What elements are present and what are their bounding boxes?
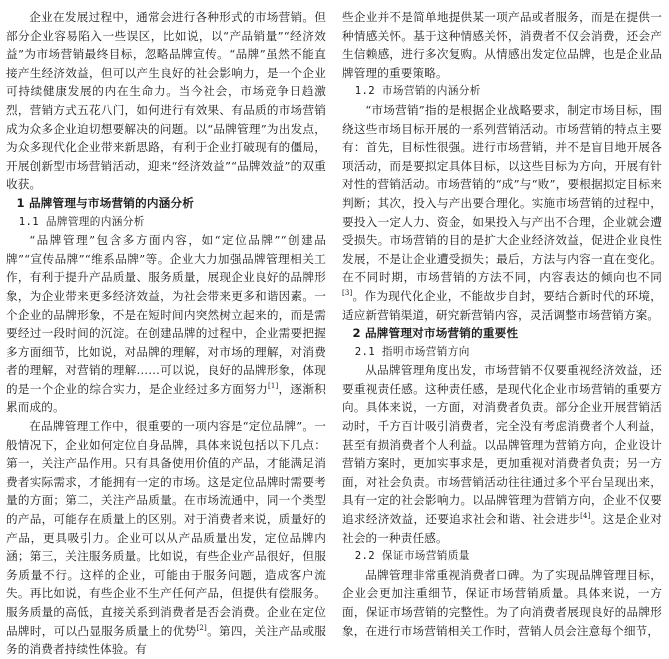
citation-ref: [4] [580,512,591,521]
citation-ref: [1] [267,382,279,391]
section-heading-1: 1 品牌管理与市场营销的内涵分析 [16,195,195,210]
paragraph-direction [342,361,662,547]
paragraph-intro: 企业在发展过程中，通常会进行各种形式的市场营销。但部分企业容易陷入一些误区，比如说，以“产品销量”“经济效益”为市场营销最终目标，忽略品牌宣传。“品牌”虽然不能直接产生经济效益，但可以产生良好的社会影响力，是一个企业可持续健康发展的内在生命力。当今社会，市场竞争日趋激烈，营销方式五花八门，如何进行有效果、有品质的市场营销成为众多企业迫切想要解决的问题。以“品牌管理”为出发点，为众多现代化企业带来新思路，有利于企业打破现有的僵局，开展创新型市场营销活动，迎来“经济效益”“品牌效益”的双重收获。 [6,10,326,192]
left-column [6,8,326,659]
subsection-heading-1-1: 1.1 品牌管理的内涵分析 [18,215,145,228]
paragraph-text: 从品牌管理角度出发，市场营销不仅要重视经济效益，还要重视责任感。这种责任感，是现代化企业市场营销的重要方向。具体来说，一方面，对消费者负责。部分企业开展营销活动时，千方百计吸引消费者，完全没有考虑消费者个人利益，甚至有损消费者个人利益。以品牌管理为营销方向，企业设计营销方案时，更加实事求是，更加重视对消费者负责；另一方面，对社会负责。市场营销活动往往通过多个平台呈现出来，具有一定的社会影响力。以品牌管理为营销方向，企业不仅要追求经济效益，还要追求社会和谐、社会进步 [342,363,662,527]
paragraph-text-end: ，逐渐积累而成的。 [6,381,326,415]
subsection-heading-1-2: 1.2 市场营销的内涵分析 [354,85,481,98]
citation-ref: [2] [196,623,207,632]
paragraph-brand-positioning [6,417,326,659]
section-heading-2: 2 品牌管理对市场营销的重要性 [352,326,519,341]
paragraph-text-end: 。这是企业对社会的一种责任感。 [342,512,662,545]
paragraph-marketing [342,101,662,324]
paragraph-quality: 品牌管理非常重视消费者口碑。为了实现品牌管理目标，企业会更加注重细节，保证市场营销质量。具体来说，一方面，保证市场营销的完整性。为了向消费者展现良好的品牌形象，在进行市场营销相关工作时，营销人员会注意每个细节， [342,567,662,638]
citation-ref: [3] [342,289,353,298]
paragraph-text-end: 。第四，关注产品或服务的消费者持续性体验。有 [6,623,326,657]
paragraph-brand-management [6,231,326,417]
paragraph-continued: 些企业并不是简单地提供某一项产品或者服务，而是在提供一种情感关怀。基于这种情感关怀，消费者不仅会消费，还会产生信赖感，进行多次复购。从情感出发定位品牌，也是企业品牌管理的重要策略。 [342,10,662,80]
paragraph-text: “品牌管理”包含多方面内容，如“定位品牌”“创建品牌”“宣传品牌”“维系品牌”等。企业大力加强品牌管理相关工作，有利于提升产品质量、服务质量，展现企业良好的品牌形象，为企业带来更多经济效益，为社会带来更多和谐因素。一个企业的品牌形象，不是在短时间内突然树立起来的，而是需要经过一段时间的沉淀。在创建品牌的过程中，企业需要把握多方面细节，比如说，对品牌的理解，对市场的理解，对消费者的理解，对营销的理解……可以说，良好的品牌形象，体现的是一个企业的综合实力，是企业经过多方面努力 [6,233,326,396]
paragraph-text: “市场营销”指的是根据企业战略要求，制定市场目标，围绕这些市场目标开展的一系列营销活动。市场营销的特点主要有：首先，目标性很强。进行市场营销，并不是盲目地开展各项活动，而是要拟定具体目标，以这些目标为方向，开展有针对性的营销活动。市场营销的“成”与“败”，要根据拟定目标来判断；其次，投入与产出要合理化。实施市场营销的过程中，要投入一定人力、资金，如果投入与产出不合理，企业就会遭受损失。市场营销的目的是扩大企业经济效益，促进企业良性发展，不是让企业遭受损失；最后，方法与内容一直在变化。在不同时期，市场营销的方法不同，内容表达的倾向也不同 [342,102,662,285]
subsection-heading-2-2: 2.2 保证市场营销质量 [354,550,470,563]
paragraph-text: 在品牌管理工作中，很重要的一项内容是“定位品牌”。一般情况下，企业如何定位自身品牌，具体来说包括以下几点：第一，关注产品作用。只有具备使用价值的产品，才能满足消费者实际需求，才能拥有一定的市场。这是定位品牌时需要考量的方面；第二，关注产品质量。在市场流通中，同一个类型的产品，可能存在质量上的区别。对于消费者来说，质量好的产品，更具吸引力。企业可以从产品质量出发，定位品牌内涵；第三，关注服务质量。比如说，有些企业产品很好，但服务质量不行。这样的企业，可能由于服务问题，造成客户流失。再比如说，有些企业不生产任何产品，但提供有偿服务。服务质量的高低，直接关系到消费者是否会消费。企业在定位品牌时，可以凸显服务质量上的优势 [6,419,326,638]
right-column [342,8,662,640]
paragraph-text-end: 。作为现代化企业，不能故步自封，要结合新时代的环境，适应新营销渠道，研究新营销内容，灵活调整市场营销方案。 [342,288,662,322]
subsection-heading-2-1: 2.1 指明市场营销方向 [354,345,470,358]
